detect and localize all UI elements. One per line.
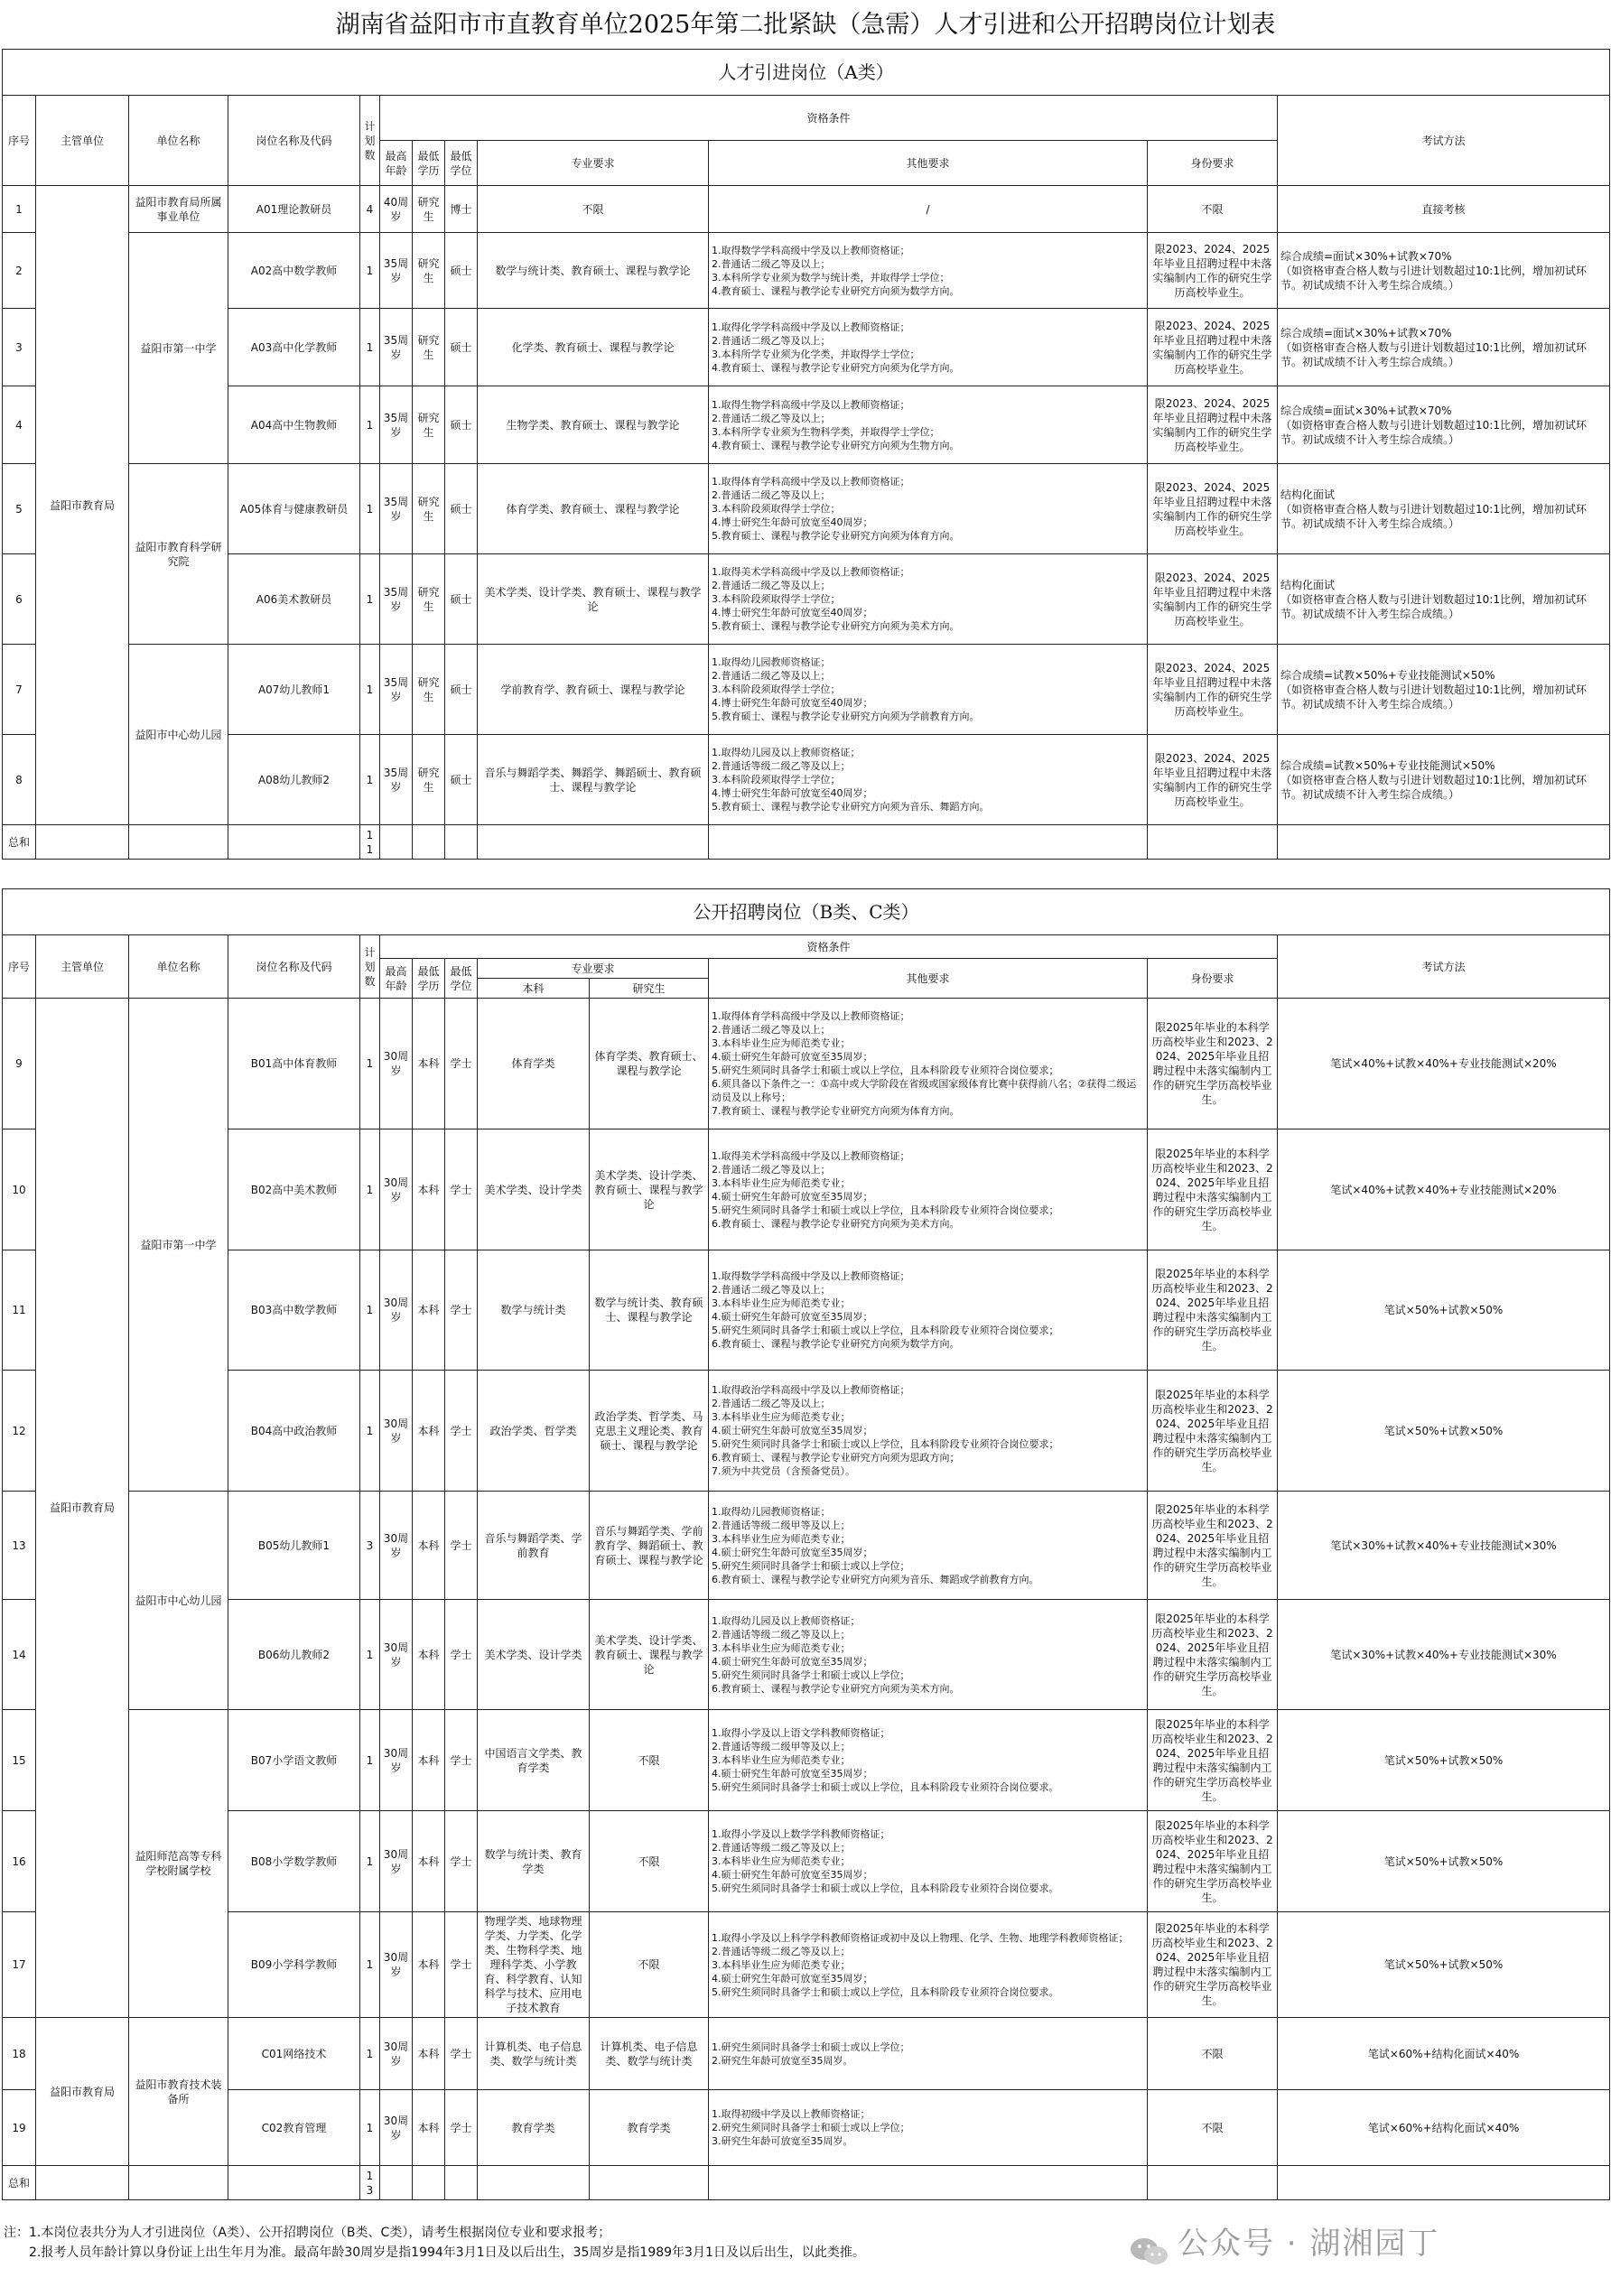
exam-cell: 笔试×50%+试教×50% [1278, 1710, 1610, 1811]
header-exam: 考试方法 [1278, 935, 1610, 999]
graduate-cell: 音乐与舞蹈学类、学前教育学、舞蹈硕士、教育硕士、课程与教学论 [590, 1492, 709, 1600]
exam-cell: 综合成绩=面试×30%+试教×70% （如资格审查合格人数与引进计划数超过10:1比例，增加初试环节。初试成绩不计入考生综合成绩。） [1278, 386, 1610, 464]
age-cell: 35周岁 [380, 233, 413, 309]
unit-cell: 益阳市中心幼儿园 [129, 1492, 228, 1710]
dept-cell: 益阳市教育局 [36, 999, 129, 2018]
graduate-cell: 美术学类、设计学类、教育硕士、课程与教学论 [590, 1600, 709, 1710]
graduate-cell: 美术学类、设计学类、教育硕士、课程与教学论 [590, 1129, 709, 1250]
major-cell: 生物学类、教育硕士、课程与教学论 [478, 386, 709, 464]
edu-cell: 本科 [413, 1492, 445, 1600]
exam-cell: 笔试×40%+试教×40%+专业技能测试×20% [1278, 1129, 1610, 1250]
bachelor-cell: 数学与统计类 [478, 1250, 590, 1371]
plan-cell: 1 [360, 1710, 380, 1811]
degree-cell: 硕士 [445, 645, 478, 735]
identity-cell: 限2025年毕业的本科学历高校毕业生和2023、2024、2025年毕业且招聘过程中未落实编制内工作的研究生学历高校毕业生。 [1148, 1250, 1278, 1371]
age-cell: 30周岁 [380, 2018, 413, 2090]
post-cell: A01理论教研员 [228, 186, 360, 233]
other-cell: 1.取得幼儿园及以上教师资格证； 2.普通话等级二级乙等及以上； 3.本科毕业生应为师范类专业； 4.硕士研究生年龄可放宽至35周岁； 5.研究生须同时具备学士和硕士或以上学位； 6.教育硕士、课程与教学论专业研究方向须为美术方向。 [709, 1600, 1148, 1710]
graduate-cell: 计算机类、电子信息类、数学与统计类 [590, 2018, 709, 2090]
header-exam: 考试方法 [1278, 96, 1610, 186]
unit-cell: 益阳市教育局所属事业单位 [129, 186, 228, 233]
post-cell: B04高中政治教师 [228, 1371, 360, 1492]
plan-cell: 1 [360, 1600, 380, 1710]
identity-cell: 限2023、2024、2025年毕业且招聘过程中未落实编制内工作的研究生学历高校毕业生。 [1148, 309, 1278, 386]
total-label: 总和 [3, 825, 36, 860]
talent-introduction-table [2, 49, 1610, 860]
seq-cell: 19 [3, 2090, 36, 2166]
post-cell: A03高中化学教师 [228, 309, 360, 386]
header-other: 其他要求 [709, 959, 1148, 999]
post-cell: B06幼儿教师2 [228, 1600, 360, 1710]
degree-cell: 硕士 [445, 464, 478, 554]
header-seq: 序号 [3, 935, 36, 999]
watermark [1129, 2217, 1598, 2271]
edu-cell: 研究生 [413, 186, 445, 233]
edu-cell: 本科 [413, 2018, 445, 2090]
total-label: 总和 [3, 2166, 36, 2200]
footnote-1: 注：1.本岗位表共分为人才引进岗位（A类）、公开招聘岗位（B类、C类），请考生根据岗位专业和要求报考； [4, 2226, 611, 2240]
seq-cell: 4 [3, 386, 36, 464]
other-cell: 1.取得幼儿园及以上教师资格证； 2.普通话等级二级乙等及以上； 3.本科阶段须取得学士学位； 4.博士研究生年龄可放宽至40周岁； 5.教育硕士、课程与教学论专业研究方向须为音乐、舞蹈方向。 [709, 735, 1148, 825]
table-row [3, 999, 1610, 1129]
unit-cell: 益阳市中心幼儿园 [129, 645, 228, 825]
edu-cell: 本科 [413, 1371, 445, 1492]
identity-cell: 限2025年毕业的本科学历高校毕业生和2023、2024、2025年毕业且招聘过程中未落实编制内工作的研究生学历高校毕业生。 [1148, 1600, 1278, 1710]
age-cell: 30周岁 [380, 1371, 413, 1492]
post-cell: B07小学语文教师 [228, 1710, 360, 1811]
major-cell: 体育学类、教育硕士、课程与教学论 [478, 464, 709, 554]
other-cell: / [709, 186, 1148, 233]
identity-cell: 限2023、2024、2025年毕业且招聘过程中未落实编制内工作的研究生学历高校毕业生。 [1148, 386, 1278, 464]
age-cell: 30周岁 [380, 1600, 413, 1710]
graduate-cell: 体育学类、教育硕士、课程与教学论 [590, 999, 709, 1129]
other-cell: 1.取得幼儿园教师资格证； 2.普通话等级二级甲等及以上； 3.本科毕业生应为师范类专业； 4.硕士研究生年龄可放宽至35周岁； 5.研究生须同时具备学士和硕士或以上学位； 6.教育硕士、课程与教学论专业研究方向须为音乐、舞蹈或学前教育方向。 [709, 1492, 1148, 1600]
post-cell: A06美术教研员 [228, 554, 360, 645]
unit-cell: 益阳市教育技术装备所 [129, 2018, 228, 2166]
seq-cell: 1 [3, 186, 36, 233]
other-cell: 1.研究生须同时具备学士和硕士或以上学位； 2.研究生年龄可放宽至35周岁。 [709, 2018, 1148, 2090]
other-cell: 1.取得体育学科高级中学及以上教师资格证； 2.普通话二级乙等及以上； 3.本科阶段须取得学士学位； 4.博士研究生年龄可放宽至40周岁； 5.教育硕士、课程与教学论专业研究方向须为体育方向。 [709, 464, 1148, 554]
exam-cell: 结构化面试 （如资格审查合格人数与引进计划数超过10:1比例，增加初试环节。初试成绩不计入考生综合成绩。） [1278, 464, 1610, 554]
post-cell: C01网络技术 [228, 2018, 360, 2090]
header-edu: 最低学历 [413, 959, 445, 999]
total-value: 11 [360, 825, 380, 860]
bachelor-cell: 美术学类、设计学类 [478, 1129, 590, 1250]
header-dept: 主管单位 [36, 935, 129, 999]
plan-cell: 1 [360, 1250, 380, 1371]
graduate-cell: 不限 [590, 1912, 709, 2018]
graduate-cell: 不限 [590, 1811, 709, 1912]
major-cell: 数学与统计类、教育硕士、课程与教学论 [478, 233, 709, 309]
plan-cell: 1 [360, 233, 380, 309]
plan-cell: 1 [360, 386, 380, 464]
post-cell: A05体育与健康教研员 [228, 464, 360, 554]
identity-cell: 限2023、2024、2025年毕业且招聘过程中未落实编制内工作的研究生学历高校毕业生。 [1148, 464, 1278, 554]
exam-cell: 直接考核 [1278, 186, 1610, 233]
bachelor-cell: 政治学类、哲学类 [478, 1371, 590, 1492]
plan-cell: 1 [360, 1371, 380, 1492]
header-qualification: 资格条件 [380, 96, 1278, 141]
table-row [3, 645, 1610, 735]
age-cell: 35周岁 [380, 464, 413, 554]
unit-cell: 益阳市第一中学 [129, 233, 228, 464]
exam-cell: 笔试×50%+试教×50% [1278, 1811, 1610, 1912]
plan-cell: 1 [360, 1129, 380, 1250]
age-cell: 30周岁 [380, 1129, 413, 1250]
edu-cell: 本科 [413, 1250, 445, 1371]
plan-cell: 1 [360, 1811, 380, 1912]
header-qualification: 资格条件 [380, 935, 1278, 959]
major-cell: 美术学类、设计学类、教育硕士、课程与教学论 [478, 554, 709, 645]
table-row [3, 233, 1610, 309]
table-row [3, 2018, 1610, 2090]
other-cell: 1.取得小学及以上数学学科教师资格证； 2.普通话等级二级乙等及以上； 3.本科毕业生应为师范类专业； 4.硕士研究生年龄可放宽至35周岁； 5.研究生须同时具备学士和硕士或以上学位，且本科阶段专业须符合岗位要求。 [709, 1811, 1148, 1912]
post-cell: B01高中体育教师 [228, 999, 360, 1129]
table-row [3, 1710, 1610, 1811]
edu-cell: 研究生 [413, 735, 445, 825]
exam-cell: 笔试×60%+结构化面试×40% [1278, 2018, 1610, 2090]
post-cell: B08小学数学教师 [228, 1811, 360, 1912]
post-cell: B05幼儿教师1 [228, 1492, 360, 1600]
other-cell: 1.取得化学学科高级中学及以上教师资格证； 2.普通话二级乙等及以上； 3.本科所学专业须为化学类，并取得学士学位； 4.教育硕士、课程与教学论专业研究方向须为化学方向。 [709, 309, 1148, 386]
identity-cell: 限2025年毕业的本科学历高校毕业生和2023、2024、2025年毕业且招聘过程中未落实编制内工作的研究生学历高校毕业生。 [1148, 1492, 1278, 1600]
age-cell: 30周岁 [380, 1811, 413, 1912]
unit-cell: 益阳市教育科学研究院 [129, 464, 228, 645]
plan-cell: 1 [360, 645, 380, 735]
major-cell: 音乐与舞蹈学类、舞蹈学、舞蹈硕士、教育硕士、课程与教学论 [478, 735, 709, 825]
total-row [3, 2166, 1610, 2200]
header-major: 专业要求 [478, 959, 709, 979]
age-cell: 35周岁 [380, 645, 413, 735]
age-cell: 30周岁 [380, 1492, 413, 1600]
table-row [3, 1250, 1610, 1371]
graduate-cell: 教育学类 [590, 2090, 709, 2166]
post-cell: B09小学科学教师 [228, 1912, 360, 2018]
bachelor-cell: 体育学类 [478, 999, 590, 1129]
age-cell: 30周岁 [380, 1710, 413, 1811]
other-cell: 1.取得体育学科高级中学及以上教师资格证； 2.普通话二级乙等及以上； 3.本科毕业生应为师范类专业； 4.硕士研究生年龄可放宽至35周岁； 5.研究生须同时具备学士和硕士或以上学位，且本科阶段专业须符合岗位要求； 6.须具备以下条件之一：①高中或大学阶段在省级或国家级体育比赛中获得前八名；②获得二级运动员及以上称号； 7.教育硕士、课程与教学论专业研究方向须为体育方向。 [709, 999, 1148, 1129]
edu-cell: 本科 [413, 1710, 445, 1811]
post-cell: A02高中数学教师 [228, 233, 360, 309]
table-row [3, 309, 1610, 386]
table-row [3, 735, 1610, 825]
bachelor-cell: 数学与统计类、教育学类 [478, 1811, 590, 1912]
bachelor-cell: 音乐与舞蹈学类、学前教育 [478, 1492, 590, 1600]
identity-cell: 限2023、2024、2025年毕业且招聘过程中未落实编制内工作的研究生学历高校毕业生。 [1148, 735, 1278, 825]
graduate-cell: 不限 [590, 1710, 709, 1811]
identity-cell: 限2025年毕业的本科学历高校毕业生和2023、2024、2025年毕业且招聘过程中未落实编制内工作的研究生学历高校毕业生。 [1148, 1129, 1278, 1250]
age-cell: 30周岁 [380, 2090, 413, 2166]
unit-cell: 益阳师范高等专科学校附属学校 [129, 1710, 228, 2018]
edu-cell: 本科 [413, 1129, 445, 1250]
table-row [3, 186, 1610, 233]
plan-cell: 1 [360, 999, 380, 1129]
table-row [3, 1492, 1610, 1600]
bachelor-cell: 物理学类、地球物理学类、力学类、化学类、生物科学类、地理科学类、小学教育、科学教育、认知科学与技术、应用电子技术教育 [478, 1912, 590, 2018]
header-post: 岗位名称及代码 [228, 935, 360, 999]
edu-cell: 研究生 [413, 386, 445, 464]
other-cell: 1.取得美术学科高级中学及以上教师资格证； 2.普通话二级乙等及以上； 3.本科阶段须取得学士学位； 4.博士研究生年龄可放宽至40周岁； 5.教育硕士、课程与教学论专业研究方向须为美术方向。 [709, 554, 1148, 645]
other-cell: 1.取得初级中学及以上教师资格证； 2.研究生须同时具备学士和硕士或以上学位； 3.研究生年龄可放宽至35周岁。 [709, 2090, 1148, 2166]
identity-cell: 限2025年毕业的本科学历高校毕业生和2023、2024、2025年毕业且招聘过程中未落实编制内工作的研究生学历高校毕业生。 [1148, 1811, 1278, 1912]
header-edu: 最低学历 [413, 141, 445, 186]
seq-cell: 2 [3, 233, 36, 309]
degree-cell: 学士 [445, 2018, 478, 2090]
table-row [3, 1811, 1610, 1912]
age-cell: 30周岁 [380, 999, 413, 1129]
header-age: 最高年龄 [380, 959, 413, 999]
identity-cell: 不限 [1148, 2090, 1278, 2166]
degree-cell: 硕士 [445, 554, 478, 645]
seq-cell: 13 [3, 1492, 36, 1600]
other-cell: 1.取得生物学科高级中学及以上教师资格证； 2.普通话二级乙等及以上； 3.本科所学专业须为生物科学类，并取得学士学位； 4.教育硕士、课程与教学论专业研究方向须为生物方向。 [709, 386, 1148, 464]
table-row [3, 2090, 1610, 2166]
other-cell: 1.取得小学及以上科学学科教师资格证或初中及以上物理、化学、生物、地理学科教师资格证； 2.普通话等级二级乙等及以上； 3.本科毕业生应为师范类专业； 4.硕士研究生年龄可放宽至35周岁； 5.研究生须同时具备学士和硕士或以上学位，且本科阶段专业须符合岗位要求。 [709, 1912, 1148, 2018]
header-plan: 计划数 [360, 935, 380, 999]
age-cell: 35周岁 [380, 386, 413, 464]
header-other: 其他要求 [709, 141, 1148, 186]
seq-cell: 17 [3, 1912, 36, 2018]
seq-cell: 10 [3, 1129, 36, 1250]
other-cell: 1.取得小学及以上语文学科教师资格证； 2.普通话等级二级甲等及以上； 3.本科毕业生应为师范类专业； 4.硕士研究生年龄可放宽至35周岁； 5.研究生须同时具备学士和硕士或以上学位，且本科阶段专业须符合岗位要求。 [709, 1710, 1148, 1811]
plan-cell: 1 [360, 2090, 380, 2166]
seq-cell: 9 [3, 999, 36, 1129]
plan-cell: 1 [360, 2018, 380, 2090]
public-recruitment-table [2, 888, 1610, 2200]
exam-cell: 笔试×30%+试教×40%+专业技能测试×30% [1278, 1600, 1610, 1710]
header-degree: 最低学位 [445, 141, 478, 186]
seq-cell: 6 [3, 554, 36, 645]
table-row [3, 1600, 1610, 1710]
plan-cell: 1 [360, 1912, 380, 2018]
header-unit: 单位名称 [129, 96, 228, 186]
degree-cell: 学士 [445, 999, 478, 1129]
degree-cell: 学士 [445, 1492, 478, 1600]
exam-cell: 笔试×40%+试教×40%+专业技能测试×20% [1278, 999, 1610, 1129]
edu-cell: 研究生 [413, 464, 445, 554]
dept-cell: 益阳市教育局 [36, 186, 129, 825]
identity-cell: 限2025年毕业的本科学历高校毕业生和2023、2024、2025年毕业且招聘过程中未落实编制内工作的研究生学历高校毕业生。 [1148, 1912, 1278, 2018]
exam-cell: 综合成绩=面试×30%+试教×70% （如资格审查合格人数与引进计划数超过10:1比例，增加初试环节。初试成绩不计入考生综合成绩。） [1278, 309, 1610, 386]
degree-cell: 学士 [445, 1811, 478, 1912]
degree-cell: 硕士 [445, 386, 478, 464]
table-row [3, 1371, 1610, 1492]
edu-cell: 研究生 [413, 645, 445, 735]
bachelor-cell: 计算机类、电子信息类、数学与统计类 [478, 2018, 590, 2090]
edu-cell: 研究生 [413, 554, 445, 645]
identity-cell: 不限 [1148, 186, 1278, 233]
edu-cell: 本科 [413, 1811, 445, 1912]
edu-cell: 研究生 [413, 309, 445, 386]
seq-cell: 16 [3, 1811, 36, 1912]
seq-cell: 8 [3, 735, 36, 825]
edu-cell: 研究生 [413, 233, 445, 309]
degree-cell: 硕士 [445, 233, 478, 309]
wechat-icon [1129, 2230, 1169, 2261]
age-cell: 30周岁 [380, 1250, 413, 1371]
page-title: 湖南省益阳市市直教育单位2025年第二批紧缺（急需）人才引进和公开招聘岗位计划表 [335, 11, 1276, 39]
major-cell: 不限 [478, 186, 709, 233]
header-degree: 最低学位 [445, 959, 478, 999]
watermark-text: 公众号 · 湖湘园丁 [1178, 2226, 1440, 2262]
plan-cell: 1 [360, 735, 380, 825]
seq-cell: 5 [3, 464, 36, 554]
section-b-title: 公开招聘岗位（B类、C类） [3, 889, 1610, 935]
header-plan: 计划数 [360, 96, 380, 186]
age-cell: 35周岁 [380, 309, 413, 386]
exam-cell: 综合成绩=试教×50%+专业技能测试×50% （如资格审查合格人数与引进计划数超过10:1比例，增加初试环节。初试成绩不计入考生综合成绩。） [1278, 645, 1610, 735]
degree-cell: 学士 [445, 1710, 478, 1811]
identity-cell: 限2023、2024、2025年毕业且招聘过程中未落实编制内工作的研究生学历高校毕业生。 [1148, 645, 1278, 735]
other-cell: 1.取得数学学科高级中学及以上教师资格证； 2.普通话二级乙等及以上； 3.本科所学专业须为数学与统计类，并取得学士学位； 4.教育硕士、课程与教学论专业研究方向须为数学方向。 [709, 233, 1148, 309]
identity-cell: 限2023、2024、2025年毕业且招聘过程中未落实编制内工作的研究生学历高校毕业生。 [1148, 233, 1278, 309]
dept-cell: 益阳市教育局 [36, 2018, 129, 2166]
exam-cell: 综合成绩=试教×50%+专业技能测试×50% （如资格审查合格人数与引进计划数超过10:1比例，增加初试环节。初试成绩不计入考生综合成绩。） [1278, 735, 1610, 825]
other-cell: 1.取得数学学科高级中学及以上教师资格证； 2.普通话二级乙等及以上； 3.本科毕业生应为师范类专业； 4.硕士研究生年龄可放宽至35周岁； 5.研究生须同时具备学士和硕士或以上学位，且本科阶段专业须符合岗位要求； 6.教育硕士、课程与教学论专业研究方向须为数学方向。 [709, 1250, 1148, 1371]
header-major: 专业要求 [478, 141, 709, 186]
identity-cell: 限2023、2024、2025年毕业且招聘过程中未落实编制内工作的研究生学历高校毕业生。 [1148, 554, 1278, 645]
degree-cell: 学士 [445, 1371, 478, 1492]
post-cell: A08幼儿教师2 [228, 735, 360, 825]
identity-cell: 不限 [1148, 2018, 1278, 2090]
exam-cell: 笔试×50%+试教×50% [1278, 1371, 1610, 1492]
bachelor-cell: 美术学类、设计学类 [478, 1600, 590, 1710]
age-cell: 35周岁 [380, 735, 413, 825]
exam-cell: 笔试×30%+试教×40%+专业技能测试×30% [1278, 1492, 1610, 1600]
seq-cell: 11 [3, 1250, 36, 1371]
plan-cell: 4 [360, 186, 380, 233]
identity-cell: 限2025年毕业的本科学历高校毕业生和2023、2024、2025年毕业且招聘过程中未落实编制内工作的研究生学历高校毕业生。 [1148, 999, 1278, 1129]
graduate-cell: 政治学类、哲学类、马克思主义理论类、教育硕士、课程与教学论 [590, 1371, 709, 1492]
table-row [3, 1912, 1610, 2018]
edu-cell: 本科 [413, 1600, 445, 1710]
section-a-title: 人才引进岗位（A类） [3, 50, 1610, 96]
age-cell: 35周岁 [380, 554, 413, 645]
degree-cell: 硕士 [445, 309, 478, 386]
exam-cell: 笔试×50%+试教×50% [1278, 1912, 1610, 2018]
seq-cell: 18 [3, 2018, 36, 2090]
table-row [3, 1129, 1610, 1250]
unit-cell: 益阳市第一中学 [129, 999, 228, 1492]
total-value: 13 [360, 2166, 380, 2200]
post-cell: A04高中生物教师 [228, 386, 360, 464]
age-cell: 40周岁 [380, 186, 413, 233]
other-cell: 1.取得幼儿园教师资格证； 2.普通话二级乙等及以上； 3.本科阶段须取得学士学位； 4.博士研究生年龄可放宽至40周岁； 5.教育硕士、课程与教学论专业研究方向须为学前教育方向。 [709, 645, 1148, 735]
degree-cell: 学士 [445, 1600, 478, 1710]
age-cell: 30周岁 [380, 1912, 413, 2018]
header-bachelor: 本科 [478, 979, 590, 999]
major-cell: 化学类、教育硕士、课程与教学论 [478, 309, 709, 386]
header-identity: 身份要求 [1148, 141, 1278, 186]
major-cell: 学前教育学、教育硕士、课程与教学论 [478, 645, 709, 735]
edu-cell: 本科 [413, 2090, 445, 2166]
table-row [3, 554, 1610, 645]
seq-cell: 3 [3, 309, 36, 386]
post-cell: B03高中数学教师 [228, 1250, 360, 1371]
degree-cell: 学士 [445, 2090, 478, 2166]
identity-cell: 限2025年毕业的本科学历高校毕业生和2023、2024、2025年毕业且招聘过程中未落实编制内工作的研究生学历高校毕业生。 [1148, 1371, 1278, 1492]
plan-cell: 1 [360, 309, 380, 386]
exam-cell: 笔试×60%+结构化面试×40% [1278, 2090, 1610, 2166]
post-cell: A07幼儿教师1 [228, 645, 360, 735]
table-row [3, 464, 1610, 554]
degree-cell: 学士 [445, 1250, 478, 1371]
plan-cell: 1 [360, 464, 380, 554]
edu-cell: 本科 [413, 1912, 445, 2018]
header-unit: 单位名称 [129, 935, 228, 999]
header-seq: 序号 [3, 96, 36, 186]
exam-cell: 综合成绩=面试×30%+试教×70% （如资格审查合格人数与引进计划数超过10:1比例，增加初试环节。初试成绩不计入考生综合成绩。） [1278, 233, 1610, 309]
identity-cell: 限2025年毕业的本科学历高校毕业生和2023、2024、2025年毕业且招聘过程中未落实编制内工作的研究生学历高校毕业生。 [1148, 1710, 1278, 1811]
graduate-cell: 数学与统计类、教育硕士、课程与教学论 [590, 1250, 709, 1371]
header-age: 最高年龄 [380, 141, 413, 186]
post-cell: B02高中美术教师 [228, 1129, 360, 1250]
header-post: 岗位名称及代码 [228, 96, 360, 186]
seq-cell: 7 [3, 645, 36, 735]
header-dept: 主管单位 [36, 96, 129, 186]
seq-cell: 12 [3, 1371, 36, 1492]
bachelor-cell: 中国语言文学类、教育学类 [478, 1710, 590, 1811]
plan-cell: 1 [360, 554, 380, 645]
header-identity: 身份要求 [1148, 959, 1278, 999]
post-cell: C02教育管理 [228, 2090, 360, 2166]
other-cell: 1.取得政治学科高级中学及以上教师资格证； 2.普通话二级乙等及以上； 3.本科毕业生应为师范类专业； 4.硕士研究生年龄可放宽至35周岁； 5.研究生须同时具备学士和硕士或以上学位，且本科阶段专业须符合岗位要求； 6.教育硕士、课程与教学论专业研究方向须为思政方向； 7.须为中共党员（含预备党员）。 [709, 1371, 1148, 1492]
bachelor-cell: 教育学类 [478, 2090, 590, 2166]
degree-cell: 学士 [445, 1912, 478, 2018]
edu-cell: 本科 [413, 999, 445, 1129]
total-row [3, 825, 1610, 860]
degree-cell: 博士 [445, 186, 478, 233]
plan-cell: 3 [360, 1492, 380, 1600]
seq-cell: 15 [3, 1710, 36, 1811]
table-row [3, 386, 1610, 464]
seq-cell: 14 [3, 1600, 36, 1710]
exam-cell: 笔试×50%+试教×50% [1278, 1250, 1610, 1371]
exam-cell: 结构化面试 （如资格审查合格人数与引进计划数超过10:1比例，增加初试环节。初试成绩不计入考生综合成绩。） [1278, 554, 1610, 645]
degree-cell: 学士 [445, 1129, 478, 1250]
degree-cell: 硕士 [445, 735, 478, 825]
header-graduate: 研究生 [590, 979, 709, 999]
footnote-2: 2.报考人员年龄计算以身份证上出生年月为准。最高年龄30周岁是指1994年3月1日及以后出生，35周岁是指1989年3月1日及以后出生，以此类推。 [29, 2245, 865, 2260]
other-cell: 1.取得美术学科高级中学及以上教师资格证； 2.普通话二级乙等及以上； 3.本科毕业生应为师范类专业； 4.硕士研究生年龄可放宽至35周岁； 5.研究生须同时具备学士和硕士或以上学位，且本科阶段专业须符合岗位要求； 6.教育硕士、课程与教学论专业研究方向须为美术方向。 [709, 1129, 1148, 1250]
